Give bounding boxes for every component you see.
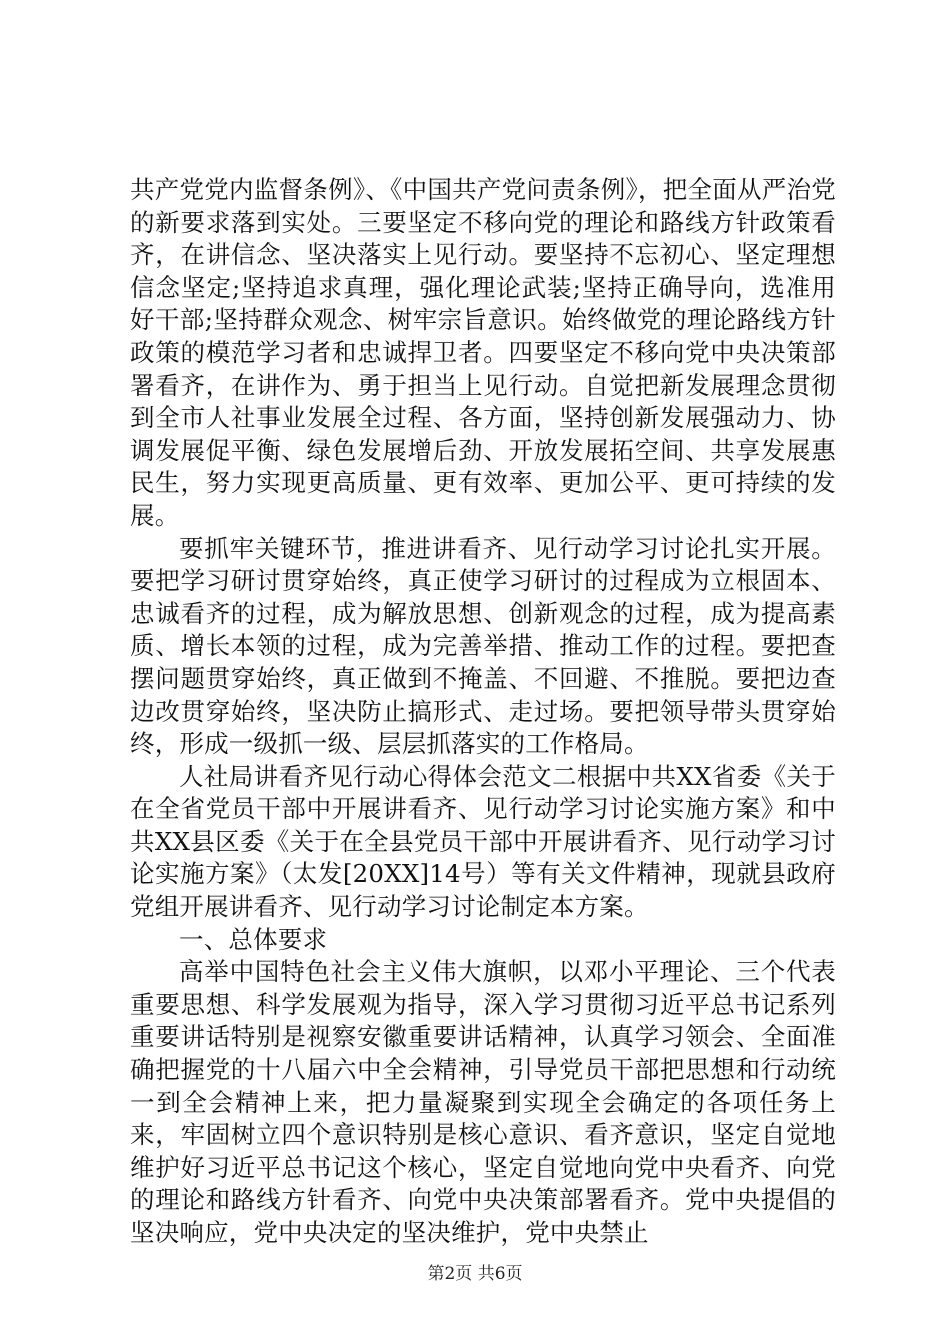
paragraph-2: 要抓牢关键环节，推进讲看齐、见行动学习讨论扎实开展。要把学习研讨贯穿始终，真正使学习研讨的过程成为立根固本、忠诚看齐的过程，成为解放思想、创新观念的过程，成为提高素质、增长本领的过程，成为完善举措、推动工作的过程。要把查摆问题贯穿始终，真正做到不掩盖、不回避、不推脱。要把边查边改贯穿始终，坚决防止搞形式、走过场。要把领导带头贯穿始终，形成一级抓一级、层层抓落实的工作格局。 xyxy=(130,533,836,759)
document-body xyxy=(130,174,836,1250)
page-footer: 第2页 共6页 xyxy=(427,1264,523,1284)
paragraph-3: 人社局讲看齐见行动心得体会范文二根据中共XX省委《关于在全省党员干部中开展讲看齐、见行动学习讨论实施方案》和中共XX县区委《关于在全县党员干部中开展讲看齐、见行动学习讨论实施方案》（太发[20XX]14号）等有关文件精神，现就县政府党组开展讲看齐、见行动学习讨论制定本方案。 xyxy=(130,761,836,922)
section-heading: 一、总体要求 xyxy=(179,924,328,954)
paragraph-1: 共产党党内监督条例》、《中国共产党问责条例》，把全面从严治党的新要求落到实处。三要坚定不移向党的理论和路线方针政策看齐，在讲信念、坚决落实上见行动。要坚持不忘初心、坚定理想信念坚定;坚持追求真理，强化理论武装;坚持正确导向，选准用好干部;坚持群众观念、树牢宗旨意识。始终做党的理论路线方针政策的模范学习者和忠诚捍卫者。四要坚定不移向党中央决策部署看齐，在讲作为、勇于担当上见行动。自觉把新发展理念贯彻到全市人社事业发展全过程、各方面，坚持创新发展强动力、协调发展促平衡、绿色发展增后劲、开放发展拓空间、共享发展惠民生，努力实现更高质量、更有效率、更加公平、更可持续的发展。 xyxy=(130,175,836,530)
paragraph-4: 高举中国特色社会主义伟大旗帜，以邓小平理论、三个代表重要思想、科学发展观为指导，深入学习贯彻习近平总书记系列重要讲话特别是视察安徽重要讲话精神，认真学习领会、全面准确把握党的十八届六中全会精神，引导党员干部把思想和行动统一到全会精神上来，把力量凝聚到实现全会确定的各项任务上来，牢固树立四个意识特别是核心意识、看齐意识，坚定自觉地维护好习近平总书记这个核心，坚定自觉地向党中央看齐、向党的理论和路线方针看齐、向党中央决策部署看齐。党中央提倡的坚决响应，党中央决定的坚决维护，党中央禁止 xyxy=(130,957,836,1247)
